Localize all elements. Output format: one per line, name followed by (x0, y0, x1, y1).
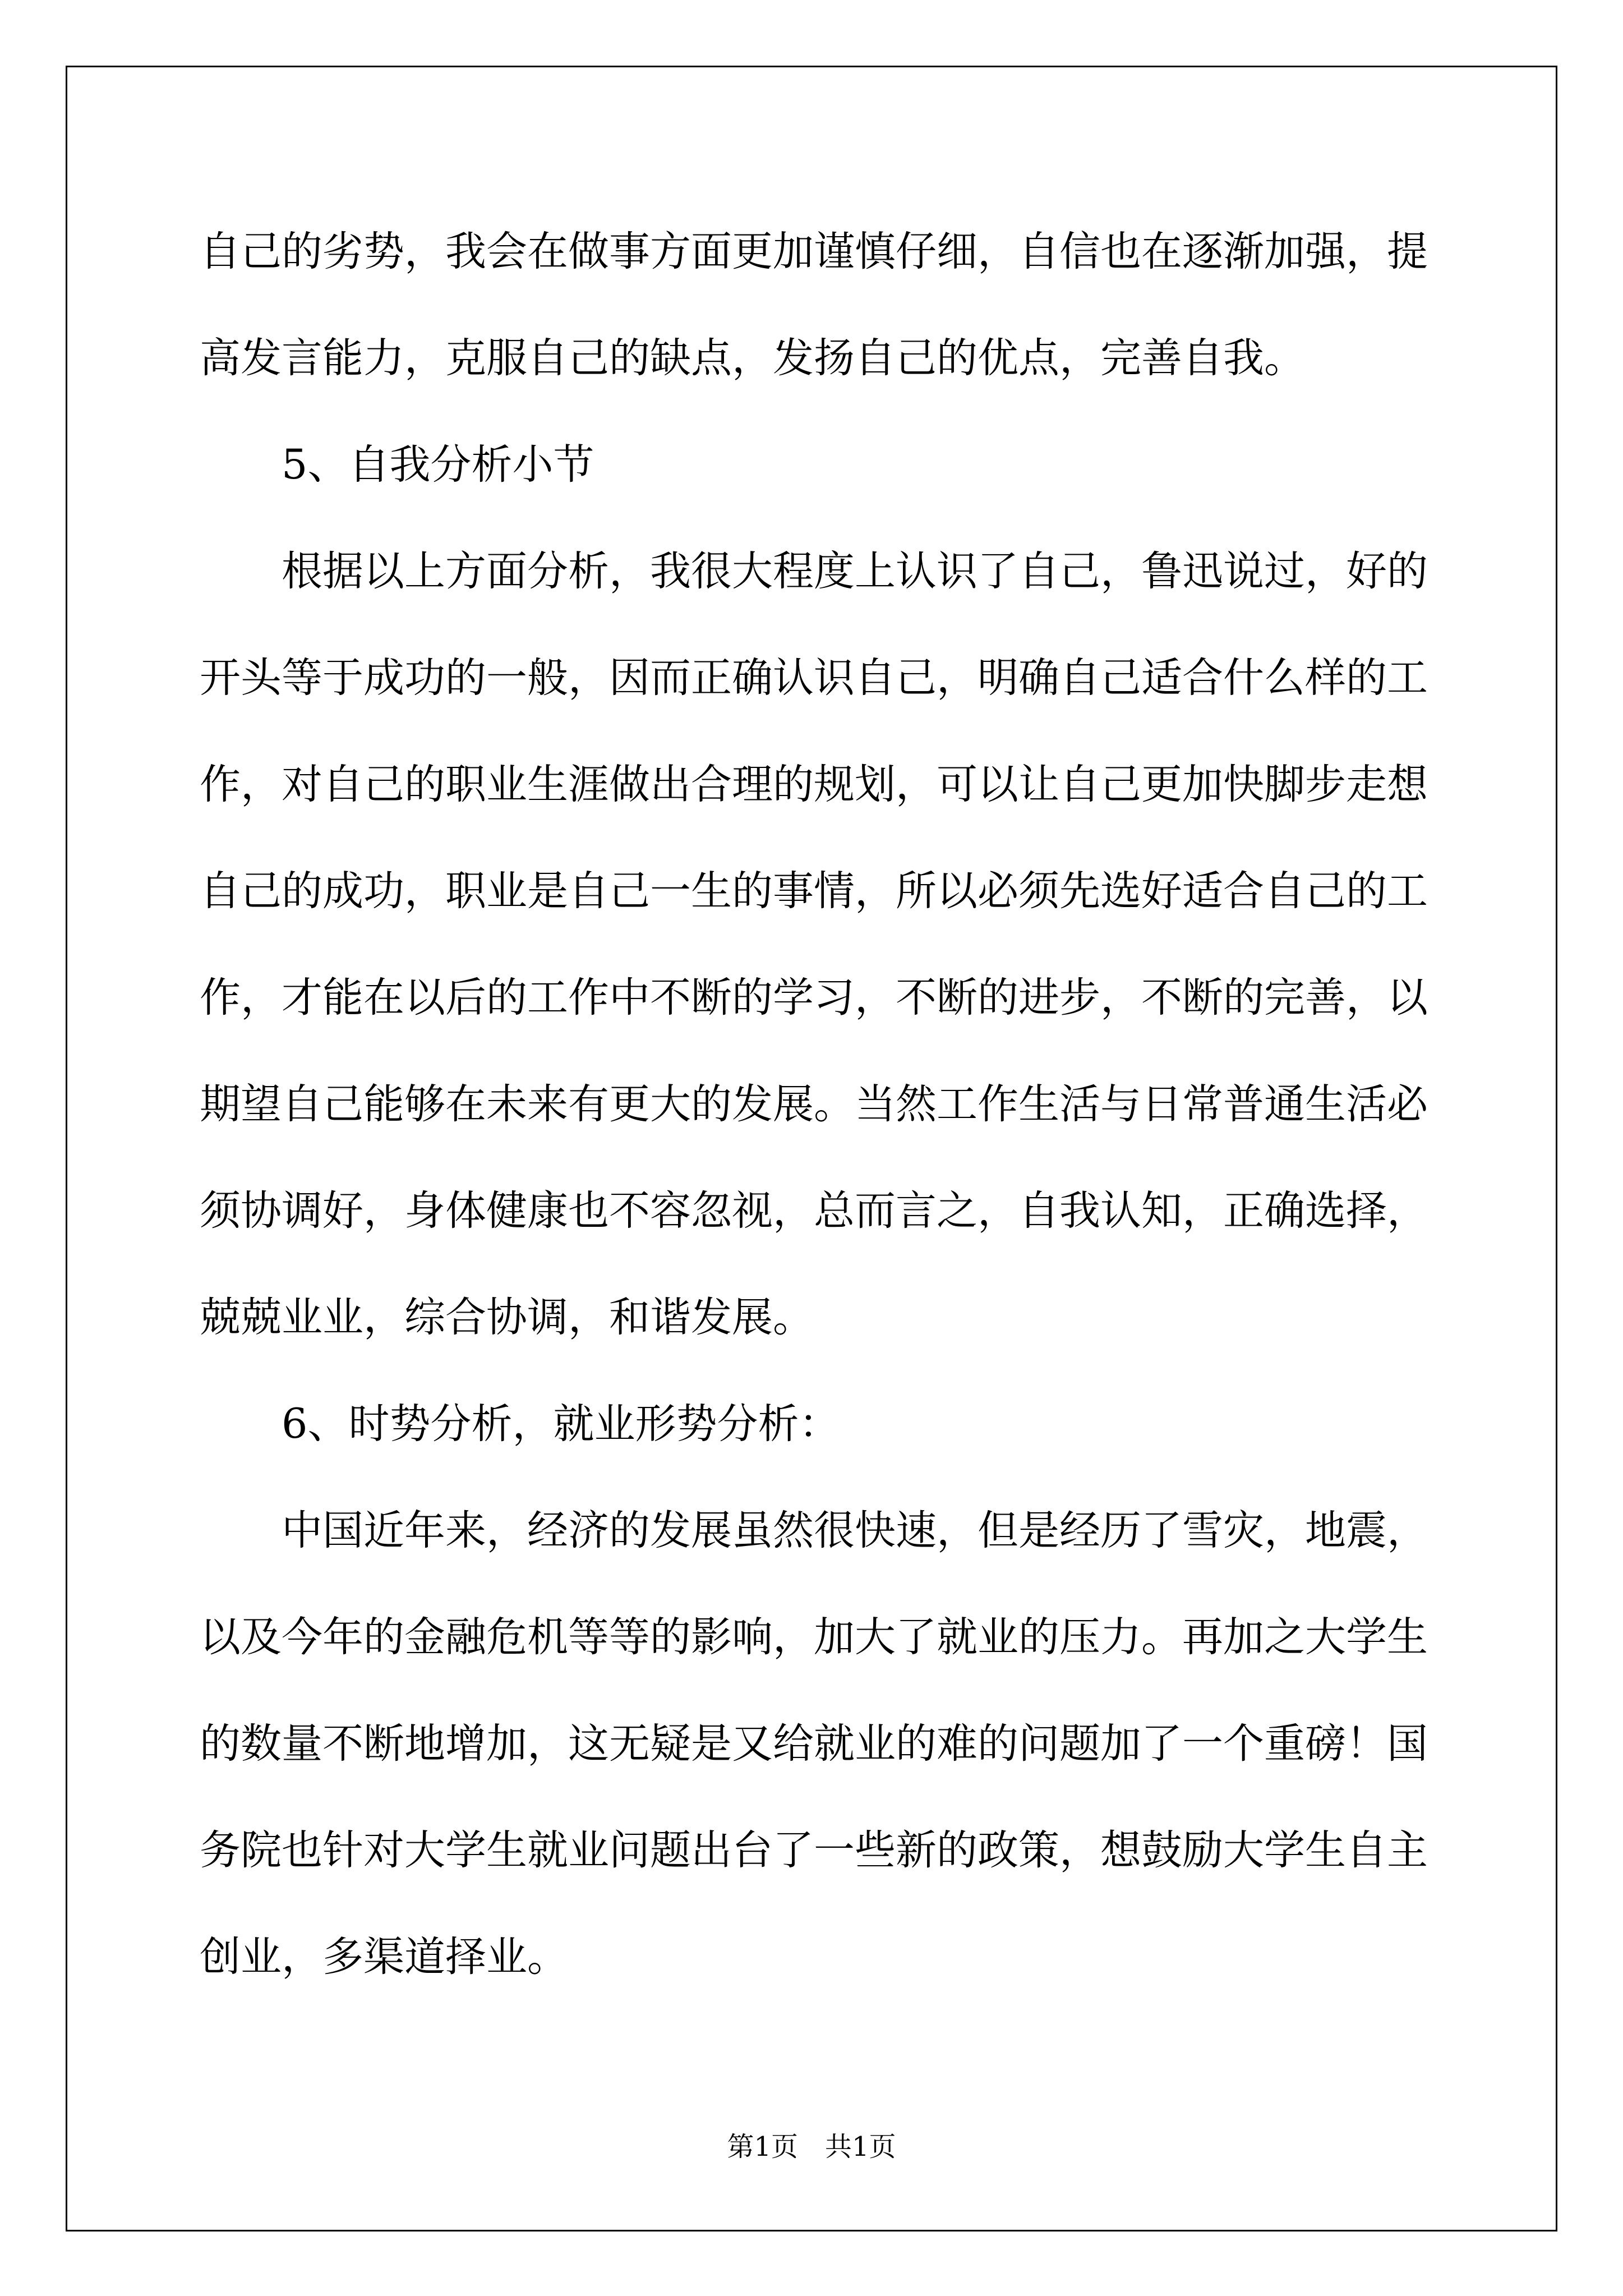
text-line: 创业，多渠道择业。 (200, 1933, 568, 1981)
text-line: 高发言能力，克服自己的缺点，发扬自己的优点，完善自我。 (200, 334, 1305, 382)
text-line: 期望自己能够在未来有更大的发展。当然工作生活与日常普通生活必 (200, 1080, 1428, 1128)
text-line: 兢兢业业，综合协调，和谐发展。 (200, 1294, 814, 1341)
text-line: 根据以上方面分析，我很大程度上认识了自己，鲁迅说过，好的 (282, 547, 1428, 595)
section-heading (200, 1371, 1445, 1478)
paragraph (200, 1478, 1445, 2010)
text-line: 自己的成功，职业是自己一生的事情，所以必须先选好适合自己的工 (200, 867, 1428, 915)
document-body (200, 199, 1445, 2010)
text-line: 以及今年的金融危机等等的影响，加大了就业的压力。再加之大学生 (200, 1613, 1428, 1661)
text-line: 中国近年来，经济的发展虽然很快速，但是经历了雪灾，地震， (282, 1507, 1428, 1554)
paragraph (200, 518, 1445, 1371)
text-line: 自己的劣势，我会在做事方面更加谨慎仔细，自信也在逐渐加强，提 (200, 228, 1428, 275)
paragraph (200, 199, 1445, 412)
text-line: 须协调好，身体健康也不容忽视，总而言之，自我认知，正确选择， (200, 1187, 1428, 1235)
section-heading (200, 412, 1445, 518)
page-footer: 第1页 共1页 (727, 2131, 896, 2162)
text-line: 开头等于成功的一般，因而正确认识自己，明确自己适合什么样的工 (200, 654, 1428, 702)
text-line: 的数量不断地增加，这无疑是又给就业的难的问题加了一个重磅！国 (200, 1720, 1428, 1768)
section-heading-text: 6、时势分析，就业形势分析： (282, 1400, 840, 1448)
text-line: 作，才能在以后的工作中不断的学习，不断的进步，不断的完善，以 (200, 974, 1428, 1022)
text-line: 务院也针对大学生就业问题出台了一些新的政策，想鼓励大学生自主 (200, 1826, 1428, 1874)
section-heading-text: 5、自我分析小节 (282, 441, 594, 489)
text-line: 作，对自己的职业生涯做出合理的规划，可以让自己更加快脚步走想 (200, 761, 1428, 808)
